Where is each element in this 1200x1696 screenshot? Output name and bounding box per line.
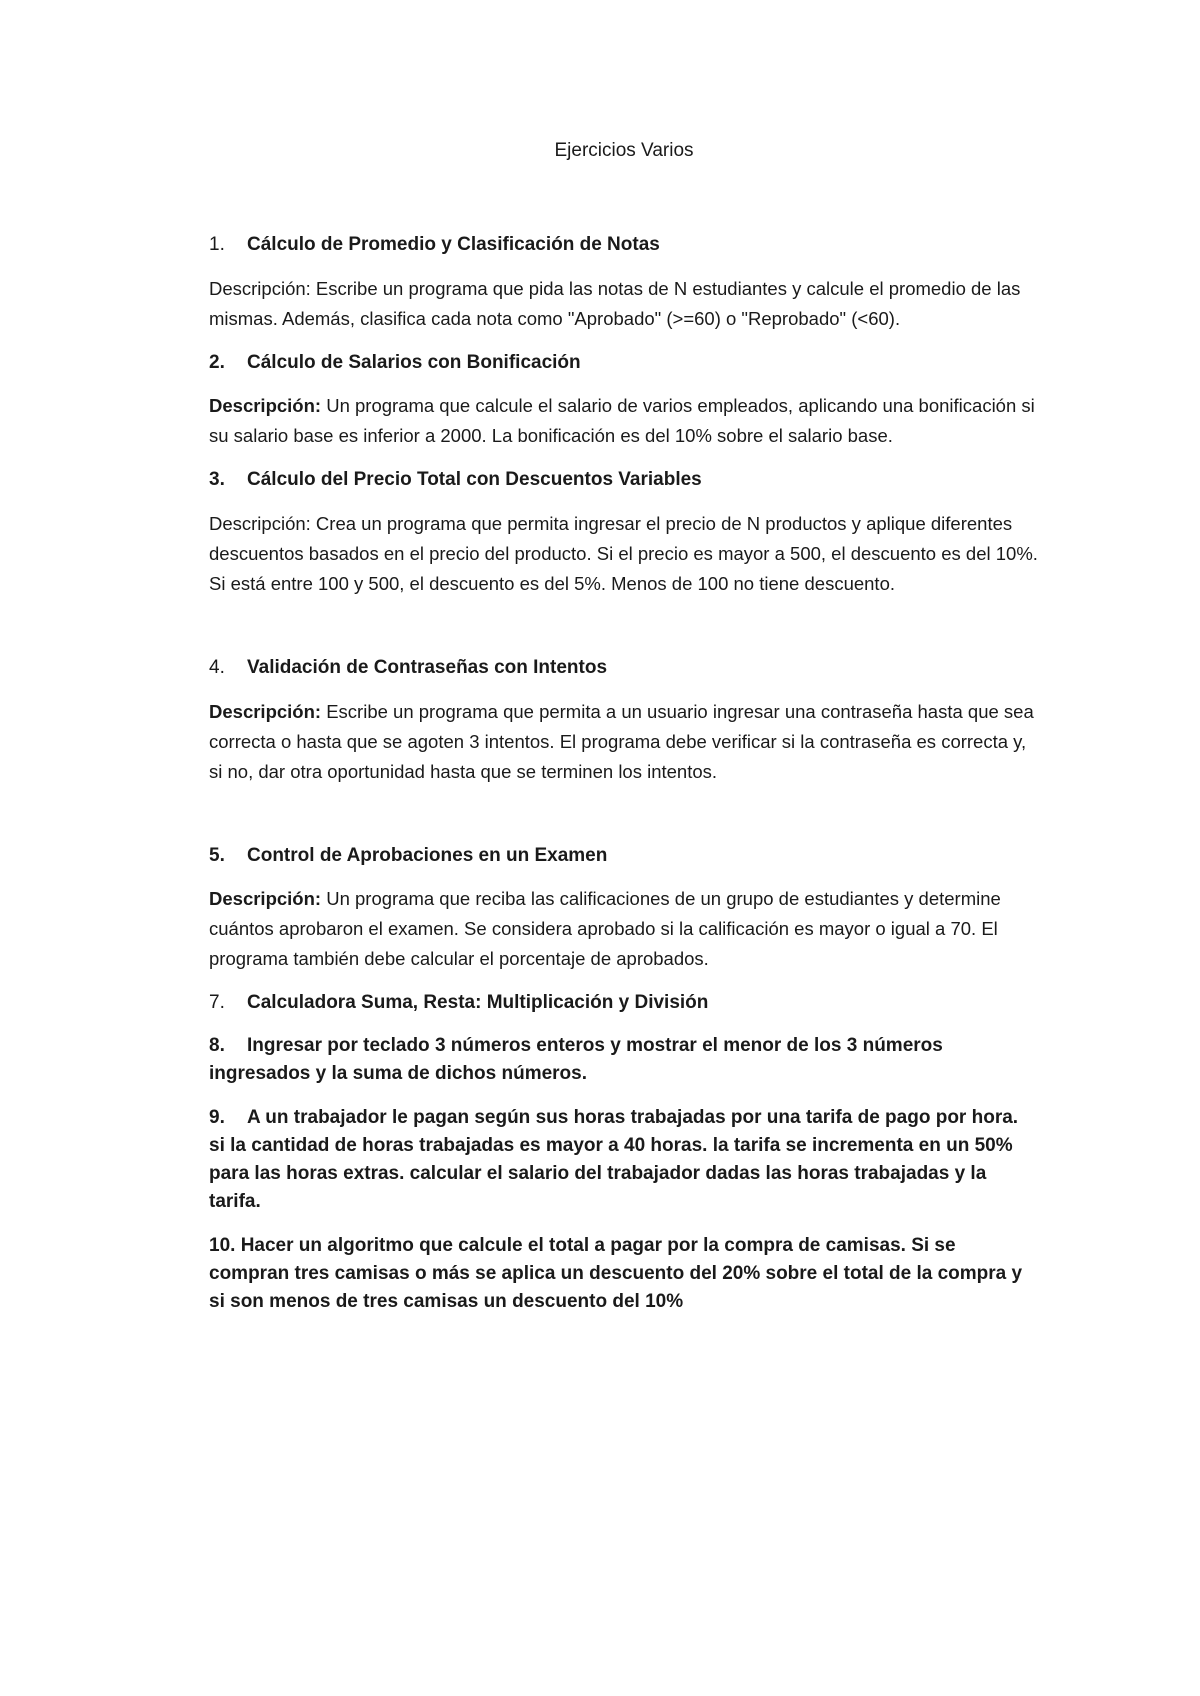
exercise-10 [209,1232,1039,1316]
description-text: Un programa que calcule el salario de varios empleados, aplicando una bonificación si su salario base es inferior a 2000. La bonificación es del 10% sobre el salario base. [209,395,1035,447]
exercise-title: Cálculo de Promedio y Clasificación de Notas [247,234,660,255]
exercise-title: Control de Aprobaciones en un Examen [247,844,608,866]
exercise-2 [209,350,1039,452]
exercise-number: 10. [209,1234,236,1256]
exercise-heading [209,350,1039,376]
exercise-5 [209,843,1039,975]
description-text: Escribe un programa que permita a un usuario ingresar una contraseña hasta que sea correcta o hasta que se agoten 3 intentos. El programa debe verificar si la contraseña es correcta y, si no, dar otra oportunidad hasta que se terminen los intentos. [209,700,1034,782]
description-text: Escribe un programa que pida las notas de N estudiantes y calcule el promedio de las mismas. Además, clasifica cada nota como "Aprobado" (>=60) o "Reprobado" (<60). [209,277,1021,329]
exercise-1 [209,232,1039,334]
exercise-title: A un trabajador le pagan según sus horas trabajadas por una tarifa de pago por hora. si la cantidad de horas trabajadas es mayor a 40 horas. la tarifa se incrementa en un 50% para las horas extras. calcular el salario del trabajador dadas las horas trabajadas y la tarifa. [209,1106,1019,1212]
exercise-heading [209,655,1039,681]
exercise-heading [209,232,1039,258]
exercise-description [209,884,1039,974]
exercise-number: 8. [209,1034,225,1056]
exercise-description [209,697,1039,787]
exercise-number: 3. [209,469,225,491]
exercise-number: 5. [209,844,225,866]
exercise-heading [209,467,1039,493]
exercise-number: 2. [209,351,225,373]
exercise-description [209,274,1039,334]
spacer [209,803,1039,843]
exercise-title: Cálculo del Precio Total con Descuentos Variables [247,469,702,491]
exercise-title: Ingresar por teclado 3 números enteros y mostrar el menor de los 3 números ingresados y la suma de dichos números. [209,1034,943,1084]
exercise-number: 7. [209,992,225,1014]
exercise-9 [209,1104,1039,1216]
description-label: Descripción: [209,395,322,417]
exercise-number: 9. [209,1106,225,1128]
exercise-7 [209,990,1039,1016]
page-title: Ejercicios Varios [554,140,694,161]
exercise-description [209,391,1039,451]
exercise-8 [209,1032,1039,1088]
exercise-title: Calculadora Suma, Resta: Multiplicación y División [247,992,709,1014]
description-text: Crea un programa que permita ingresar el precio de N productos y aplique diferentes descuentos basados en el precio del producto. Si el precio es mayor a 500, el descuento es del 10%. Si está entre 100 y 500, el descuento es del 5%. Menos de 100 no tiene descuento. [209,512,1038,594]
exercise-title: Cálculo de Salarios con Bonificación [247,351,581,373]
exercise-title: Validación de Contraseñas con Intentos [247,656,608,678]
exercise-number: 4. [209,656,225,678]
exercise-3 [209,467,1039,599]
spacer [209,615,1039,655]
description-label: Descripción: [209,277,311,299]
exercise-description [209,509,1039,599]
description-label: Descripción: [209,888,322,910]
description-label: Descripción: [209,512,311,534]
description-label: Descripción: [209,700,322,722]
description-text: Un programa que reciba las calificaciones de un grupo de estudiantes y determine cuántos aprobaron el examen. Se considera aprobado si la calificación es mayor o igual a 70. El programa también debe calcular el porcentaje de aprobados. [209,888,1001,970]
exercise-title: Hacer un algoritmo que calcule el total a pagar por la compra de camisas. Si se compran tres camisas o más se aplica un descuento del 20% sobre el total de la compra y si son menos de tres camisas un descuento del 10% [209,1234,1023,1312]
exercise-heading [209,843,1039,869]
exercise-4 [209,655,1039,787]
exercise-number: 1. [209,234,225,255]
document-body [209,140,1039,1332]
